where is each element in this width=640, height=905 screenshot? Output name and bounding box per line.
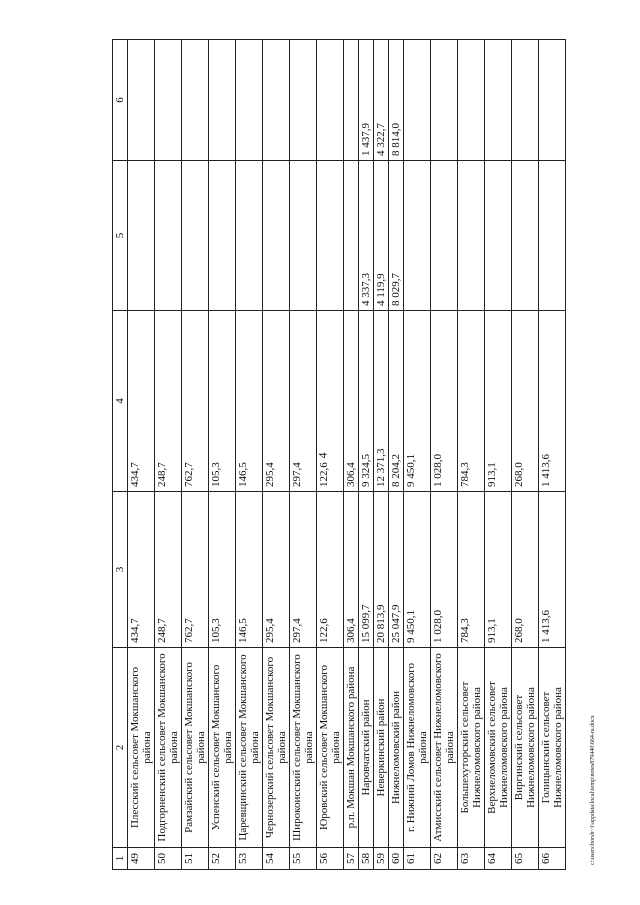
value-cell-4: 105,3 [209, 311, 236, 492]
region-name-cell: Рамзайский сельсовет Мокшанского района [182, 648, 209, 848]
row-number-cell: 50 [155, 848, 182, 870]
header-cell: 1 [113, 848, 128, 870]
row-number-cell: 51 [182, 848, 209, 870]
region-name-cell: Наровчатский район [359, 648, 374, 848]
header-cell: 4 [113, 311, 128, 492]
value-cell-4: 913,1 [485, 311, 512, 492]
table-row [155, 40, 182, 870]
value-cell-3: 784,3 [458, 492, 485, 648]
row-number-cell: 63 [458, 848, 485, 870]
value-cell-6 [155, 40, 182, 161]
region-name-cell: р.п. Мокшан Мокшанского района [344, 648, 359, 848]
value-cell-3: 297,4 [290, 492, 317, 648]
value-cell-4: 1 028,0 [431, 311, 458, 492]
table-row [512, 40, 539, 870]
value-cell-3: 25 047,9 [389, 492, 404, 648]
value-cell-5 [182, 161, 209, 311]
value-cell-5 [485, 161, 512, 311]
value-cell-3: 122,6 [317, 492, 344, 648]
value-cell-6 [458, 40, 485, 161]
row-number-cell: 57 [344, 848, 359, 870]
value-cell-6 [404, 40, 431, 161]
value-cell-5 [263, 161, 290, 311]
value-cell-5 [431, 161, 458, 311]
row-number-cell: 56 [317, 848, 344, 870]
page-number: 4 [315, 452, 330, 459]
value-cell-3: 306,4 [344, 492, 359, 648]
value-cell-3: 1 028,0 [431, 492, 458, 648]
value-cell-6 [344, 40, 359, 161]
value-cell-4: 268,0 [512, 311, 539, 492]
row-number-cell: 58 [359, 848, 374, 870]
value-cell-5 [290, 161, 317, 311]
budget-table [112, 39, 566, 870]
row-number-cell: 66 [539, 848, 566, 870]
table-row [404, 40, 431, 870]
value-cell-3: 762,7 [182, 492, 209, 648]
region-name-cell: Нижнеломовский район [389, 648, 404, 848]
value-cell-4: 297,4 [290, 311, 317, 492]
table-row [290, 40, 317, 870]
value-cell-4: 9 324,5 [359, 311, 374, 492]
region-name-cell: Плесский сельсовет Мокшанского района [128, 648, 155, 848]
value-cell-4: 9 450,1 [404, 311, 431, 492]
value-cell-6 [431, 40, 458, 161]
value-cell-6 [539, 40, 566, 161]
value-cell-4: 434,7 [128, 311, 155, 492]
value-cell-5 [236, 161, 263, 311]
row-number-cell: 53 [236, 848, 263, 870]
value-cell-5: 4 337,3 [359, 161, 374, 311]
table-row [485, 40, 512, 870]
value-cell-6 [128, 40, 155, 161]
row-number-cell: 61 [404, 848, 431, 870]
value-cell-5: 4 119,9 [374, 161, 389, 311]
header-row [113, 40, 128, 870]
value-cell-3: 146,5 [236, 492, 263, 648]
value-cell-3: 434,7 [128, 492, 155, 648]
value-cell-5 [155, 161, 182, 311]
row-number-cell: 55 [290, 848, 317, 870]
value-cell-3: 15 099,7 [359, 492, 374, 648]
table-row [317, 40, 344, 870]
row-number-cell: 64 [485, 848, 512, 870]
row-number-cell: 49 [128, 848, 155, 870]
value-cell-5 [209, 161, 236, 311]
value-cell-6 [236, 40, 263, 161]
row-number-cell: 62 [431, 848, 458, 870]
value-cell-5 [344, 161, 359, 311]
value-cell-5 [128, 161, 155, 311]
row-number-cell: 59 [374, 848, 389, 870]
value-cell-4: 8 204,2 [389, 311, 404, 492]
region-name-cell: г. Нижний Ломов Нижнеломовского района [404, 648, 431, 848]
value-cell-6 [182, 40, 209, 161]
header-cell: 2 [113, 648, 128, 848]
value-cell-4: 295,4 [263, 311, 290, 492]
table-body [113, 40, 566, 870]
table-row [236, 40, 263, 870]
value-cell-4: 248,7 [155, 311, 182, 492]
table-row [263, 40, 290, 870]
value-cell-5 [317, 161, 344, 311]
table-row [128, 40, 155, 870]
value-cell-3: 1 413,6 [539, 492, 566, 648]
value-cell-5 [458, 161, 485, 311]
value-cell-6: 4 322,7 [374, 40, 389, 161]
region-name-cell: Широкоисский сельсовет Мокшанского района [290, 648, 317, 848]
value-cell-6 [317, 40, 344, 161]
budget-table-rotated [112, 40, 597, 870]
table-row [344, 40, 359, 870]
region-name-cell: Верхнеломовский сельсовет Нижнеломовского района [485, 648, 512, 848]
table-row [458, 40, 485, 870]
value-cell-4: 306,4 [344, 311, 359, 492]
value-cell-6: 8 814,0 [389, 40, 404, 161]
value-cell-6 [263, 40, 290, 161]
table-row [182, 40, 209, 870]
region-name-cell: Царевщинский сельсовет Мокшанского района [236, 648, 263, 848]
value-cell-4: 146,5 [236, 311, 263, 492]
table-row [374, 40, 389, 870]
value-cell-3: 105,3 [209, 492, 236, 648]
value-cell-4: 122,6 [317, 311, 344, 492]
row-number-cell: 60 [389, 848, 404, 870]
value-cell-3: 295,4 [263, 492, 290, 648]
region-name-cell: Виргинский сельсовет Нижнеломовского района [512, 648, 539, 848]
region-name-cell: Большехуторский сельсовет Нижнеломовского района [458, 648, 485, 848]
region-name-cell: Чернозерский сельсовет Мокшанского района [263, 648, 290, 848]
row-number-cell: 65 [512, 848, 539, 870]
table-row [431, 40, 458, 870]
region-name-cell: Юровский сельсовет Мокшанского района [317, 648, 344, 848]
value-cell-4: 1 413,6 [539, 311, 566, 492]
table-row [539, 40, 566, 870]
value-cell-5 [539, 161, 566, 311]
value-cell-3: 268,0 [512, 492, 539, 648]
header-cell: 3 [113, 492, 128, 648]
value-cell-3: 9 450,1 [404, 492, 431, 648]
value-cell-3: 20 813,9 [374, 492, 389, 648]
file-path-footer: c:\users\borsh~1\appdata\local\temp\notes879440\664-ra.docx [590, 715, 596, 865]
region-name-cell: Подгорненский сельсовет Мокшанского района [155, 648, 182, 848]
table-row [389, 40, 404, 870]
value-cell-3: 913,1 [485, 492, 512, 648]
region-name-cell: Атмисский сельсовет Нижнеломовского района [431, 648, 458, 848]
value-cell-4: 12 371,3 [374, 311, 389, 492]
region-name-cell: Голицынский сельсовет Нижнеломовского района [539, 648, 566, 848]
value-cell-6 [485, 40, 512, 161]
value-cell-6 [209, 40, 236, 161]
row-number-cell: 52 [209, 848, 236, 870]
region-name-cell: Неверкинский район [374, 648, 389, 848]
value-cell-5 [512, 161, 539, 311]
region-name-cell: Успенский сельсовет Мокшанского района [209, 648, 236, 848]
value-cell-4: 762,7 [182, 311, 209, 492]
value-cell-5: 8 029,7 [389, 161, 404, 311]
header-cell: 5 [113, 161, 128, 311]
row-number-cell: 54 [263, 848, 290, 870]
value-cell-6 [512, 40, 539, 161]
value-cell-6 [290, 40, 317, 161]
value-cell-5 [404, 161, 431, 311]
table-row [359, 40, 374, 870]
value-cell-3: 248,7 [155, 492, 182, 648]
table-row [209, 40, 236, 870]
header-cell: 6 [113, 40, 128, 161]
value-cell-4: 784,3 [458, 311, 485, 492]
value-cell-6: 1 437,9 [359, 40, 374, 161]
